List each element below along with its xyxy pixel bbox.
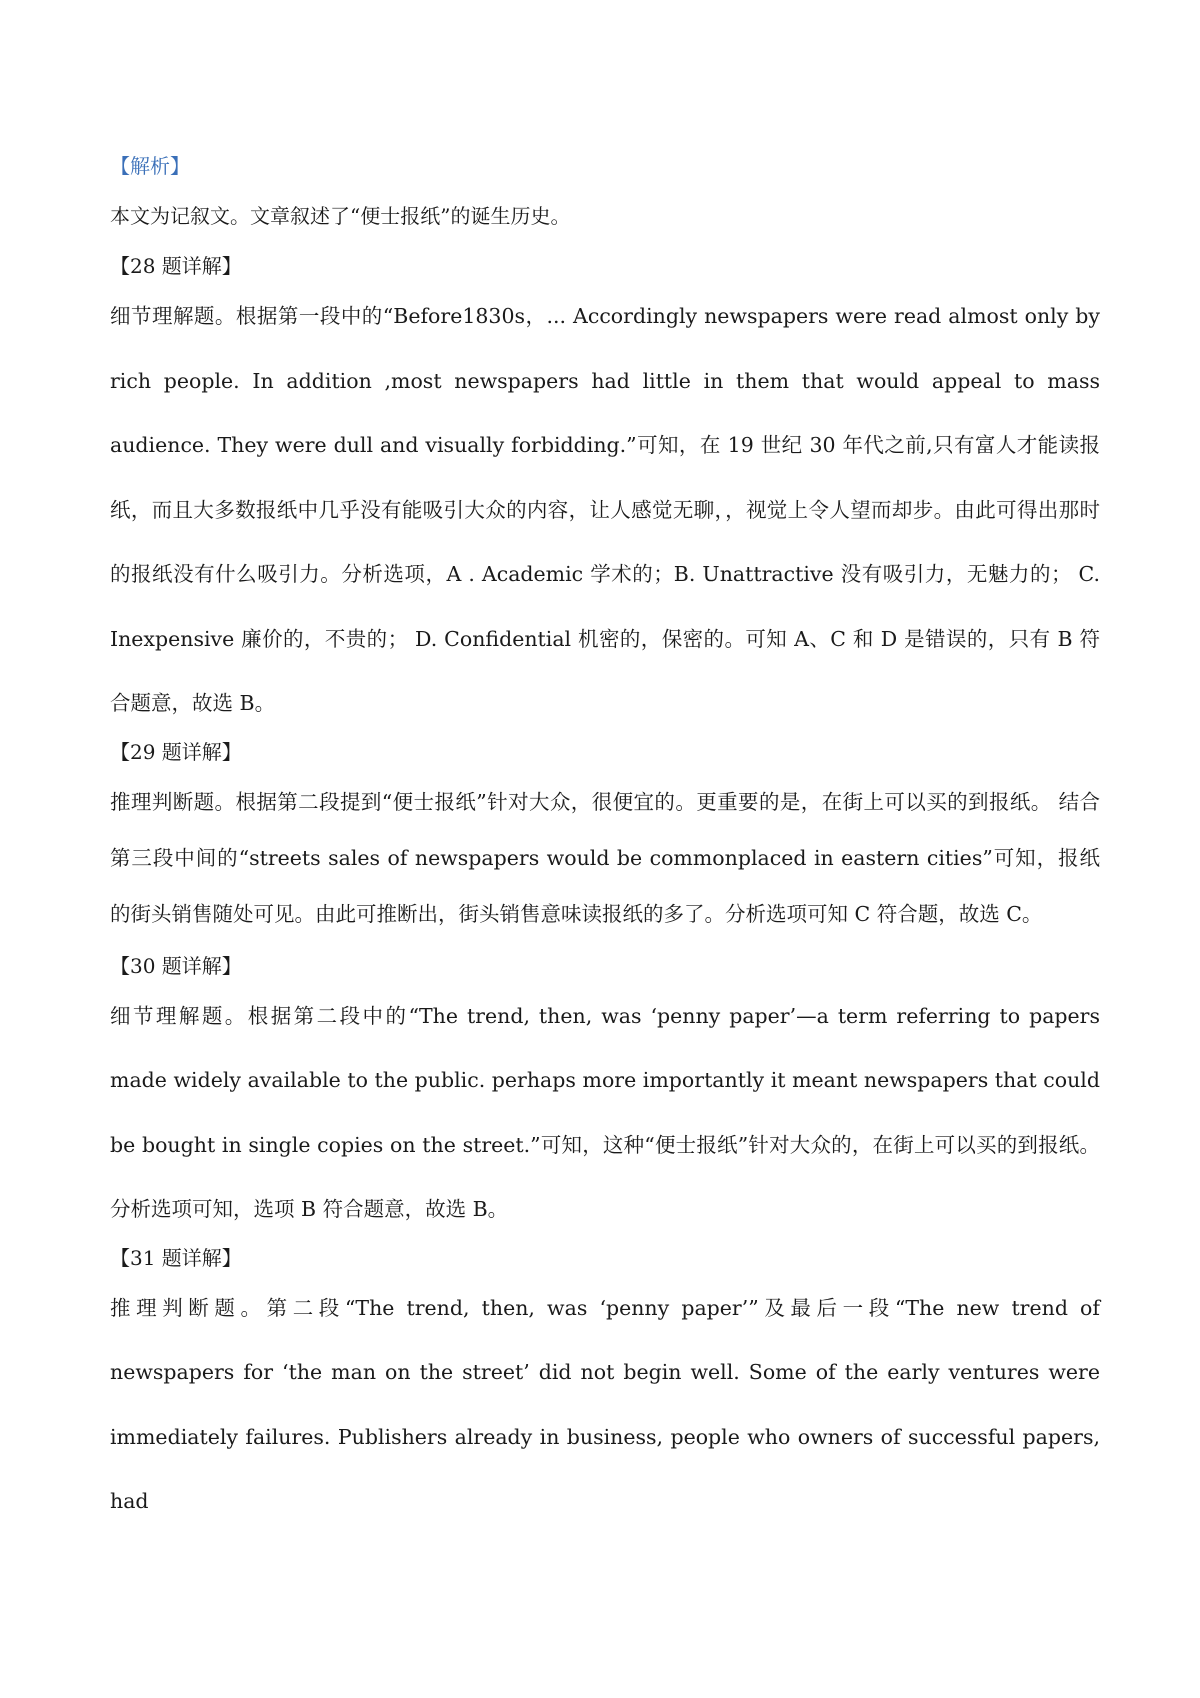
section-title-31: 【31 题详解】 [110, 1245, 242, 1270]
section-text-31: 推理判断题。第二段“The trend, then, was ‘penny paper’”及最后一段“The new trend of newspapers for ‘the man on the street’ did not begin well. Some of the early ventures were immediately failures. Publishers already in business, people who owners of successful papers, had [110, 1295, 1100, 1513]
section-title-28: 【28 题详解】 [110, 254, 242, 278]
section-title-29: 【29 题详解】 [110, 739, 242, 764]
document-page [110, 150, 1100, 1534]
analysis-label: 【解析】 [110, 154, 190, 178]
section-title-30: 【30 题详解】 [110, 953, 242, 978]
intro-paragraph: 本文为记叙文。文章叙述了“便士报纸”的诞生历史。 [110, 204, 571, 228]
section-text-28: 细节理解题。根据第一段中的“Before1830s，... Accordingly newspapers were read almost only by rich people. In addition ,most newspapers had little in them that would appeal to mass audience. They were dull and visually forbidding.”可知，在 19 世纪 30 年代之前,只有富人才能读报纸，而且大多数报纸中几乎没有能吸引大众的内容，让人感觉无聊，，视觉上令人望而却步。由此可得出那时的报纸没有什么吸引力。分析选项，A . Academic 学术的；B. Unattractive 没有吸引力，无魅力的； C. Inexpensive 廉价的，不贵的； D. Confidential 机密的，保密的。可知 A、C 和 D 是错误的，只有 B 符合题意，故选 B。 [110, 304, 1100, 715]
section-text-29: 推理判断题。根据第二段提到“便士报纸”针对大众，很便宜的。更重要的是，在街上可以买的到报纸。 结合第三段中间的“streets sales of newspapers would be commonplaced in eastern cities”可知，报纸的街头销售随处可见。由此可推断出，街头销售意味读报纸的多了。分析选项可知 C 符合题，故选 C。 [110, 789, 1100, 926]
section-text-30: 细节理解题。根据第二段中的“The trend, then, was ‘penny paper’—a term referring to papers made widely available to the public. perhaps more importantly it meant newspapers that could be bought in single copies on the street.”可知，这种“便士报纸”针对大众的，在街上可以买的到报纸。分析选项可知，选项 B 符合题意，故选 B。 [110, 1003, 1100, 1221]
